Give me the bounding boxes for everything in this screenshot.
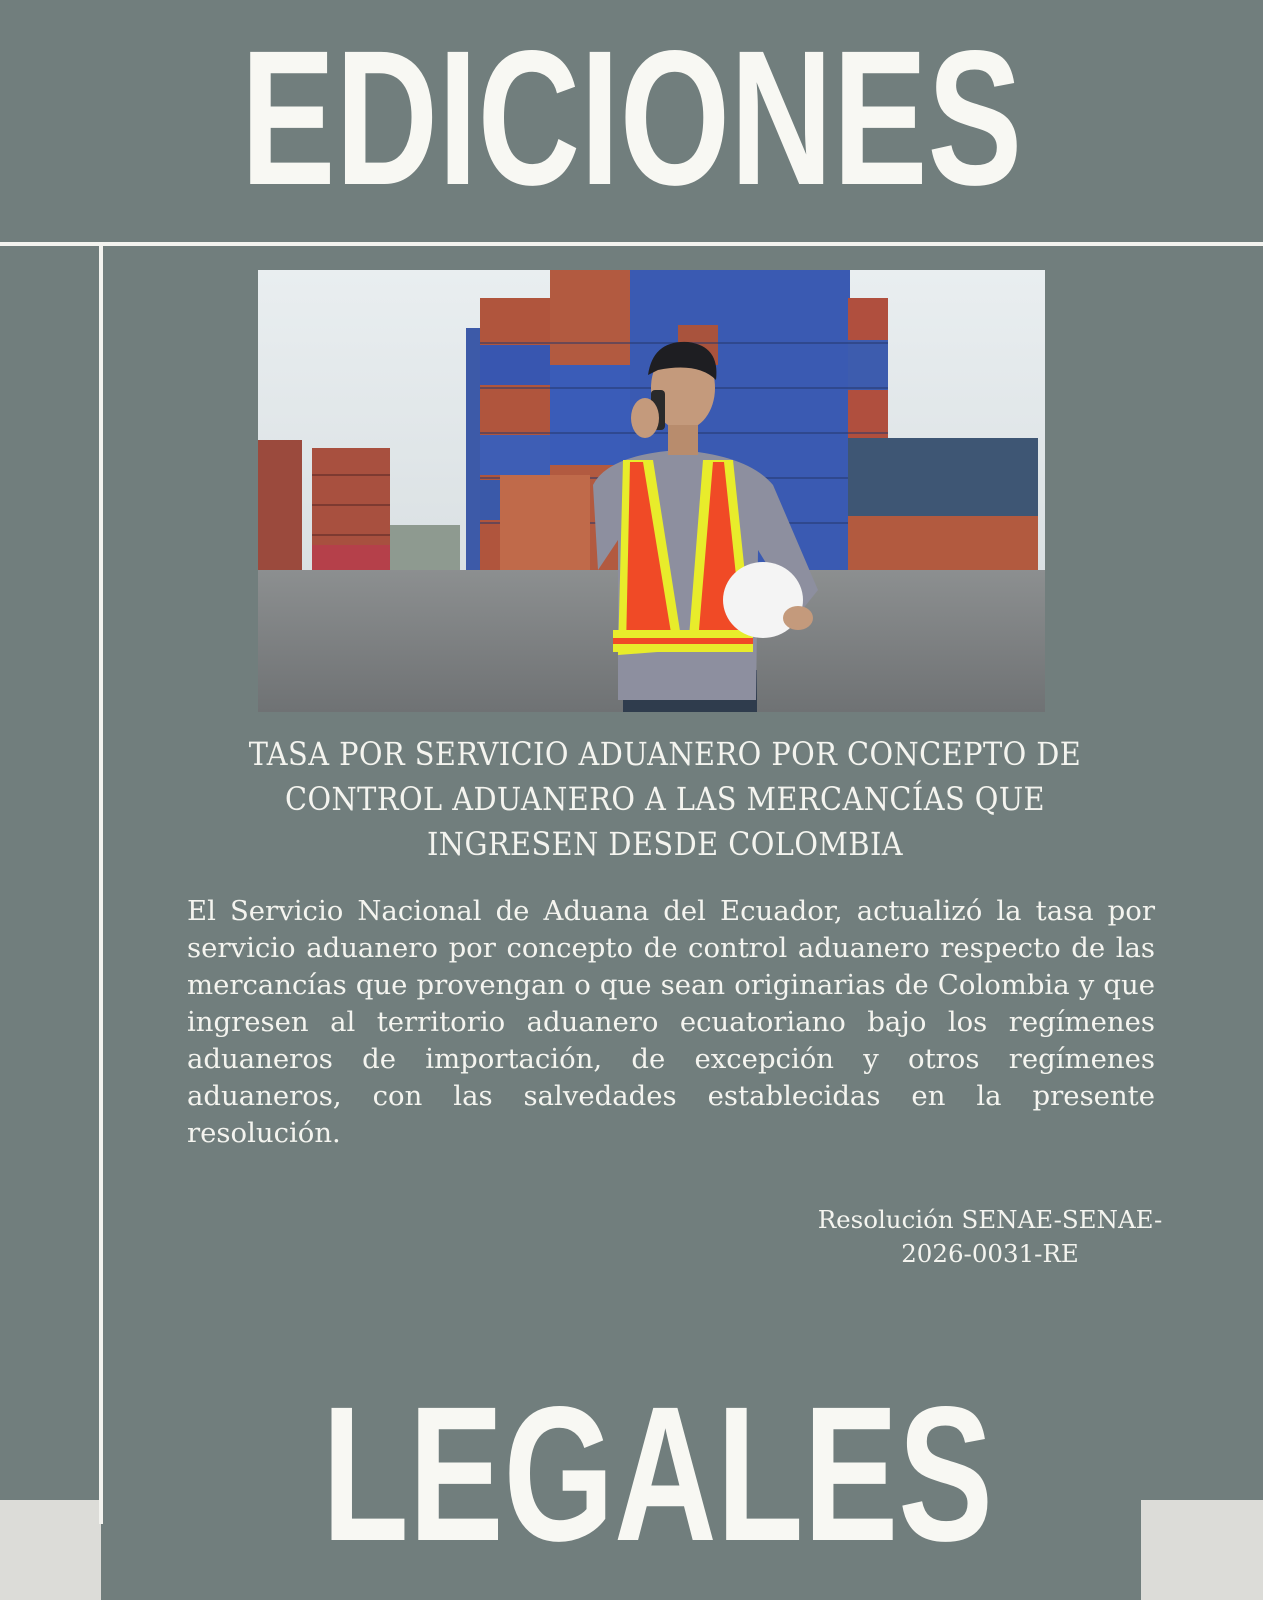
port-worker-photo [258,270,1045,712]
header-title: EDICIONES [240,10,1023,225]
article-heading: TASA POR SERVICIO ADUANERO POR CONCEPTO DE CONTROL ADUANERO A LAS MERCANCÍAS QUE INGRESEN DESDE COLOMBIA [248,735,1082,863]
article-body: El Servicio Nacional de Aduana del Ecuador, actualizó la tasa por servicio aduanero por concepto de control aduanero respecto de las mercancías que provengan o que sean originarias de Colombia y que ingresen al territorio aduanero ecuatoriano bajo los regímenes aduaneros de importación, de excepción y otros regímenes aduaneros, con las salvedades establecidas en la presente resolución. [187,895,1155,1149]
citation-line-2: 2026-0031-RE [901,1239,1079,1268]
footer-title: LEGALES [322,1366,993,1581]
corner-block-right [1141,1500,1263,1600]
corner-block-left [0,1500,101,1600]
citation-line-1: Resolución SENAE-SENAE- [817,1205,1163,1234]
resolution-citation [790,1203,1190,1271]
vertical-divider [99,242,103,1524]
horizontal-divider [0,242,1263,246]
